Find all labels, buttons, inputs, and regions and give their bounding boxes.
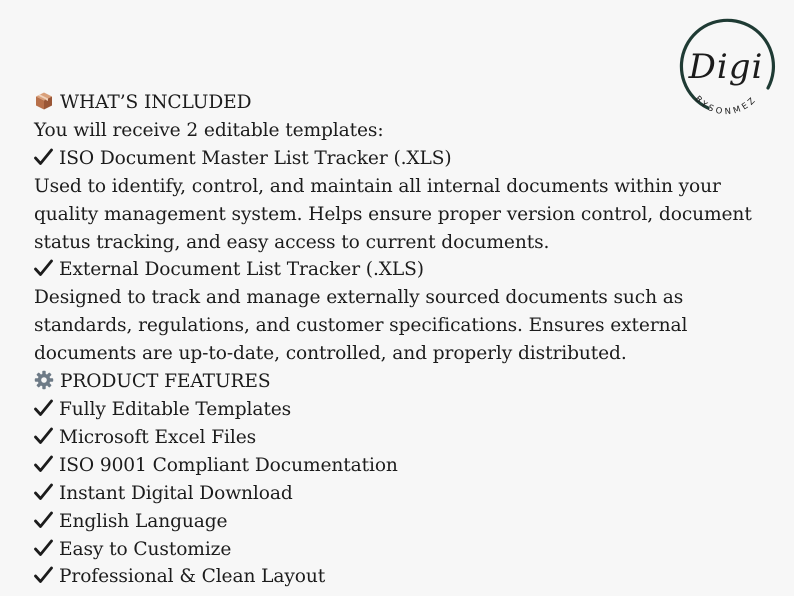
features-heading: PRODUCT FEATURES [60, 371, 271, 393]
logo-script-text: Digi [688, 47, 764, 87]
check-mark-icon [34, 566, 53, 584]
item-description-line: documents are up-to-date, controlled, and properly distributed. [34, 343, 627, 365]
feature-label: Fully Editable Templates [59, 398, 292, 420]
item-description-line: status tracking, and easy access to current documents. [34, 231, 550, 253]
item-title: ISO Document Master List Tracker (.XLS) [59, 147, 452, 169]
feature-label: Microsoft Excel Files [59, 426, 257, 448]
feature-item [34, 452, 774, 480]
product-description [34, 89, 774, 591]
item-title-line [34, 256, 774, 284]
included-heading: WHAT’S INCLUDED [60, 92, 252, 113]
features-heading-line [34, 368, 774, 396]
check-mark-icon [34, 483, 53, 501]
item-description-line: Used to identify, control, and maintain all internal documents within your [34, 175, 721, 197]
check-mark-icon [34, 259, 53, 277]
check-mark-icon [34, 539, 53, 557]
feature-item [34, 480, 774, 508]
feature-item [34, 424, 774, 452]
feature-label: Professional & Clean Layout [59, 566, 326, 588]
feature-label: Easy to Customize [59, 538, 232, 560]
item-description-line: standards, regulations, and customer specifications. Ensures external [34, 315, 688, 337]
feature-label: English Language [59, 510, 228, 532]
check-mark-icon [34, 427, 53, 445]
feature-item [34, 563, 774, 591]
logo-ring-text: BYSONMEZ [692, 94, 760, 118]
item-title-line [34, 145, 774, 173]
item-description-line: Designed to track and manage externally sourced documents such as [34, 287, 684, 309]
feature-item [34, 536, 774, 564]
feature-label: ISO 9001 Compliant Documentation [59, 454, 398, 476]
feature-label: Instant Digital Download [59, 482, 293, 504]
check-mark-icon [34, 399, 53, 417]
check-mark-icon [34, 148, 53, 166]
check-mark-icon [34, 455, 53, 473]
feature-item [34, 508, 774, 536]
item-description-line: quality management system. Helps ensure proper version control, document [34, 203, 752, 225]
package-icon [34, 91, 54, 111]
gear-icon [34, 370, 54, 390]
check-mark-icon [34, 511, 53, 529]
intro-text: You will receive 2 editable templates: [34, 119, 384, 141]
item-title: External Document List Tracker (.XLS) [59, 259, 424, 281]
feature-item [34, 396, 774, 424]
included-heading-line [34, 89, 774, 117]
